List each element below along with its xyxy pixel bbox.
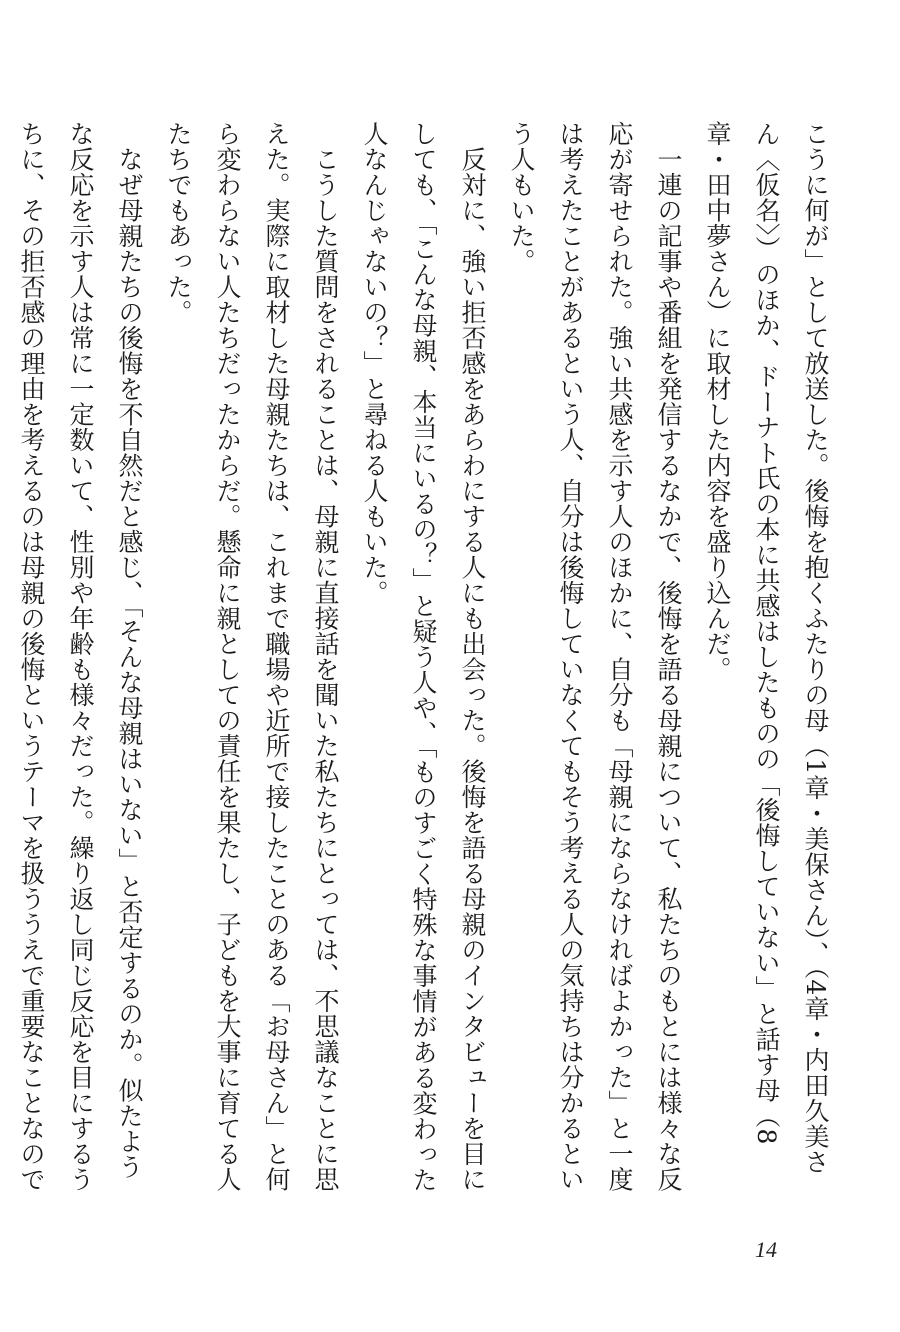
paragraph: こうに何が」として放送した。後悔を抱くふたりの母（1章・美保さん）、（4章・内田久美さん〈仮名〉）のほか、ドーナト氏の本に共感はしたものの「後悔していない」と話す母（8章・田中夢さん）に取材した内容を盛り込んだ。 [703,121,830,1175]
paragraph: なぜ母親たちの後悔を不自然だと感じ、「そんな母親はいない」と否定するのか。似たような反応を示す人は常に一定数いて、性別や年齢も様々だった。繰り返し同じ反応を目にするうちに、その拒否感の理由を考えるのは母親の後悔というテーマを扱ううえで重要なことなので [17,121,144,1192]
body-text [0,121,840,1193]
page-number: 14 [755,1237,777,1262]
paragraph: 反対に、強い拒否感をあらわにする人にも出会った。後悔を語る母親のインタビューを目にしても、「こんな母親、本当にいるの？」と疑う人や、「ものすごく特殊な事情がある変わった人なんじゃないの？」と尋ねる人もいた。 [360,121,487,1193]
paragraph: 一連の記事や番組を発信するなかで、後悔を語る母親について、私たちのもとには様々な反応が寄せられた。強い共感を示す人のほかに、自分も「母親にならなければよかった」と一度は考えたことがあるという人、自分は後悔していなくてもそう考える人の気持ちは分かるという人もいた。 [507,121,683,1192]
paragraph: こうした質問をされることは、母親に直接話を聞いた私たちにとっては、不思議なことに思えた。実際に取材した母親たちは、これまで職場や近所で接したことのある「お母さん」と何ら変わらない人たちだったからだ。懸命に親としての責任を果たし、子どもを大事に育てる人たちでもあった。 [164,121,340,1192]
